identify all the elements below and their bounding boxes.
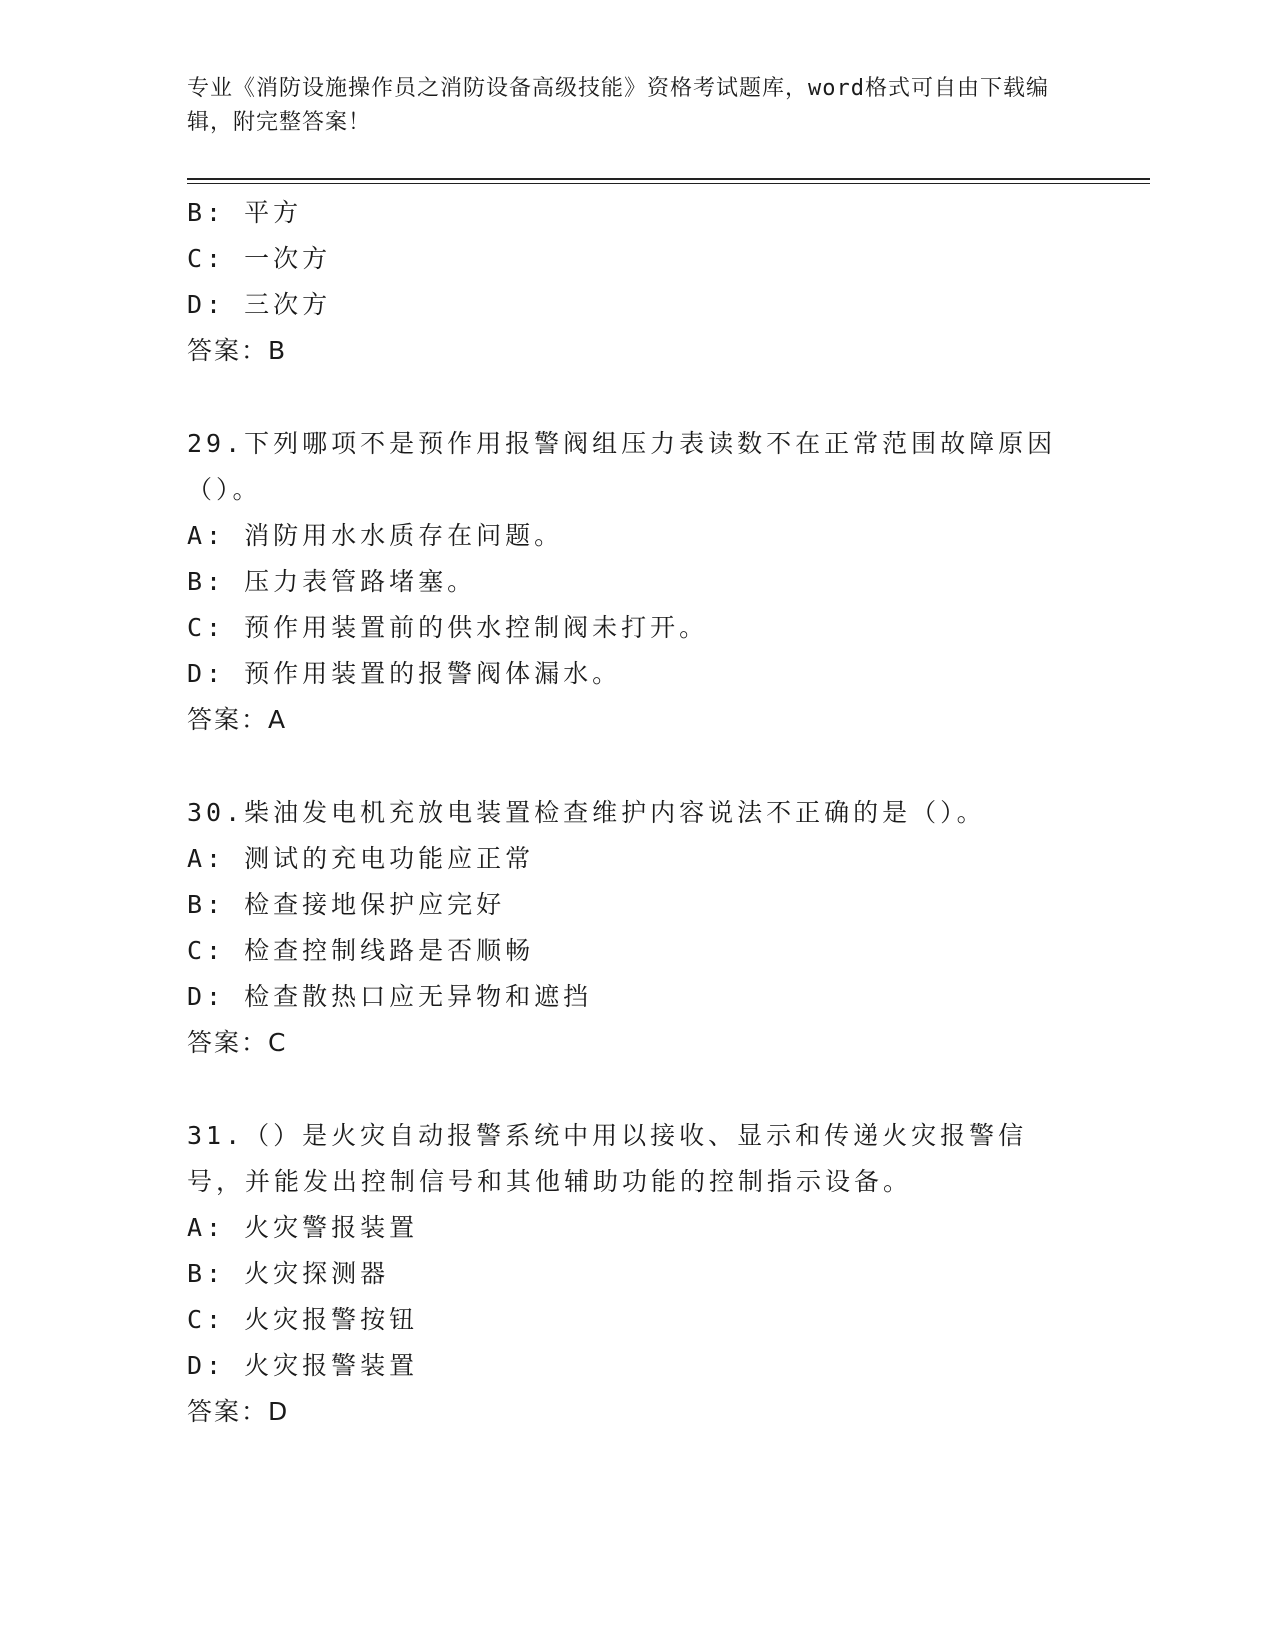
option-b: B: 检查接地保护应完好 [187, 890, 506, 919]
question-text: 29.下列哪项不是预作用报警阀组压力表读数不在正常范围故障原因（）。 [187, 429, 1057, 504]
question-29 [187, 421, 1087, 743]
option-b: B: 平方 [187, 198, 303, 227]
option-d: D: 火灾报警装置 [187, 1351, 419, 1380]
previous-question-tail [187, 190, 1087, 374]
option-c: C: 一次方 [187, 244, 332, 273]
option-a: A: 测试的充电功能应正常 [187, 844, 535, 873]
header-rule-thick [187, 178, 1150, 180]
question-text: 31.（）是火灾自动报警系统中用以接收、显示和传递火灾报警信号，并能发出控制信号和其他辅助功能的控制指示设备。 [187, 1121, 1028, 1196]
option-d: D: 三次方 [187, 290, 332, 319]
option-c: C: 预作用装置前的供水控制阀未打开。 [187, 613, 709, 642]
question-30 [187, 790, 1087, 1066]
option-c: C: 火灾报警按钮 [187, 1305, 419, 1334]
option-a: A: 火灾警报装置 [187, 1213, 419, 1242]
answer-line: 答案：D [187, 1397, 290, 1426]
option-c: C: 检查控制线路是否顺畅 [187, 936, 535, 965]
question-content [187, 190, 1087, 1435]
answer-line: 答案：C [187, 1028, 288, 1057]
option-d: D: 预作用装置的报警阀体漏水。 [187, 659, 622, 688]
option-a: A: 消防用水水质存在问题。 [187, 521, 564, 550]
header-rule-thin [187, 183, 1150, 184]
option-d: D: 检查散热口应无异物和遮挡 [187, 982, 593, 1011]
answer-line: 答案：B [187, 336, 288, 365]
answer-line: 答案：A [187, 705, 288, 734]
option-b: B: 压力表管路堵塞。 [187, 567, 477, 596]
question-text: 30.柴油发电机充放电装置检查维护内容说法不正确的是（）。 [187, 798, 986, 827]
question-31 [187, 1113, 1087, 1435]
document-header: 专业《消防设施操作员之消防设备高级技能》资格考试题库，word格式可自由下载编辑，附完整答案！ [187, 76, 1049, 135]
option-b: B: 火灾探测器 [187, 1259, 390, 1288]
